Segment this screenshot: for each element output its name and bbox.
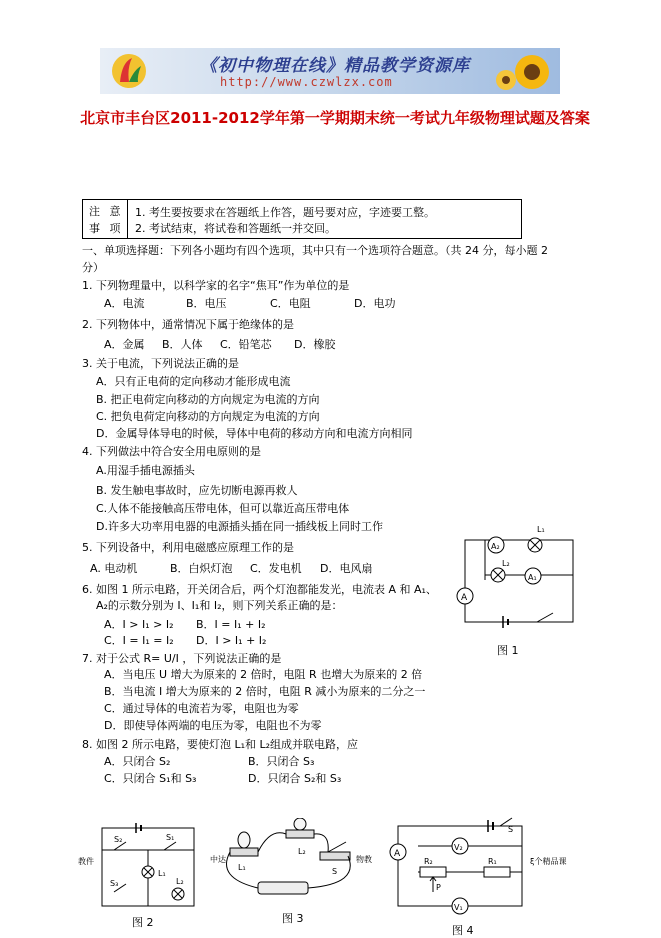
figure-label: A [461,593,468,603]
option: D.许多大功率用电器的电源插头插在同一插线板上同时工作 [96,520,383,533]
question-stem: 4. 下列做法中符合安全用电原则的是 [82,445,261,458]
figure-2-circuit [78,820,202,912]
resistor-r2-icon [420,867,446,877]
figure-4-circuit [388,812,584,922]
option: B．人体 [162,338,203,351]
figure-label: L₁ [238,863,246,872]
switch-s1-icon [164,842,176,850]
figure-label: S [508,825,514,834]
section-heading: 一、单项选择题：下列各小题均有四个选项，其中只有一个选项符合题意。（共 24 分，每小题 2 [82,244,548,257]
figure-side-text: ξ个精品课 [530,857,567,866]
option: A.用湿手插电源插头 [96,464,195,477]
option: B. 把正电荷定向移动的方向规定为电流的方向 [96,393,320,406]
figure-side-text: 中达 [210,855,226,864]
option: B．只闭合 S₃ [248,755,315,768]
page-title: 北京市丰台区2011-2012学年第一学期期末统一考试九年级物理试题及答案 [80,109,590,127]
figure-label: A [394,849,401,859]
question-stem: 1. 下列物理量中，以科学家的名字“焦耳”作为单位的是 [82,279,350,292]
option: D．电功 [354,297,396,310]
option: A．I > I₁ > I₂ [104,618,174,631]
option: D．电风扇 [320,562,373,575]
option: C.人体不能接触高压带电体，但可以靠近高压带电体 [96,502,350,515]
sunflower-icon [492,50,554,92]
question-stem: 5. 下列设备中，利用电磁感应原理工作的是 [82,541,294,554]
section-heading-cont: 分） [82,261,104,274]
option: D．I > I₁ + I₂ [196,634,267,647]
figure-label: A₂ [491,542,500,551]
option: B. 发生触电事故时，应先切断电源再救人 [96,484,298,497]
question-stem-cont: A₂的示数分别为 I、I₁和 I₂，则下列关系正确的是： [96,599,343,612]
option: C．电阻 [270,297,311,310]
option: A. 电动机 [90,562,138,575]
figure-label: S₃ [110,879,119,888]
option: B．电压 [186,297,227,310]
notice-box [82,199,522,239]
header-banner [100,48,560,94]
figure-label: R₂ [424,857,433,866]
figure-label: L₁ [537,525,545,534]
switch-icon [537,613,553,622]
figure-2-caption: 图 2 [132,916,154,929]
figure-label: R₁ [488,857,497,866]
figure-label: A₁ [528,573,537,582]
figure-3-apparatus [210,818,378,910]
notice-label-bottom: 事 项 [89,222,124,235]
figure-label: L₂ [502,559,510,568]
option: C．只闭合 S₁和 S₃ [104,772,197,785]
bulb-base-l2-icon [286,830,314,838]
option: C．铅笔芯 [220,338,272,351]
notice-item: 1. 考生要按要求在答题纸上作答，题号要对应，字迹要工整。 [135,206,435,219]
question-stem: 7. 对于公式 R= U/I ，下列说法正确的是 [82,652,282,665]
option: C. 把负电荷定向移动的方向规定为电流的方向 [96,410,320,423]
notice-item: 2. 考试结束，将试卷和答题纸一并交回。 [135,222,336,235]
option: A．当电压 U 增大为原来的 2 倍时，电阻 R 也增大为原来的 2 倍 [104,668,423,681]
notice-label-top: 注 意 [89,205,124,218]
battery-holder-icon [258,882,308,894]
option: A．金属 [104,338,145,351]
notice-label [83,200,128,238]
option: C．通过导体的电流若为零，电阻也为零 [104,702,299,715]
figure-1-circuit [455,520,580,632]
figure-label: S₂ [114,835,123,844]
option: D．金属导体导电的时候，导体中电荷的移动方向和电流方向相同 [96,427,413,440]
switch-icon [320,852,350,860]
figure-label: P [436,883,441,892]
option: D．只闭合 S₂和 S₃ [248,772,342,785]
figure-label: L₂ [176,877,184,886]
option: C．I = I₁ = I₂ [104,634,174,647]
resistor-r1-icon [484,867,510,877]
option: A．只闭合 S₂ [104,755,171,768]
figure-3-caption: 图 3 [282,912,304,925]
logo-icon [110,52,148,90]
option: A．电流 [104,297,145,310]
option: B．I = I₁ + I₂ [196,618,266,631]
question-stem: 2. 下列物体中，通常情况下属于绝缘体的是 [82,318,294,331]
figure-label: V₁ [454,903,463,912]
option: A．只有正电荷的定向移动才能形成电流 [96,375,291,388]
option: C．发电机 [250,562,302,575]
figure-label: L₂ [298,847,306,856]
question-stem: 6. 如图 1 所示电路，开关闭合后，两个灯泡都能发光，电流表 A 和 A₁、 [82,583,437,596]
figure-label: S [332,867,338,876]
banner-url[interactable]: http://www.czwlzx.com [220,75,393,89]
option: D．即使导体两端的电压为零，电阻也不为零 [104,719,322,732]
option: D．橡胶 [294,338,336,351]
question-stem: 3. 关于电流，下列说法正确的是 [82,357,239,370]
bulb-base-l1-icon [230,848,258,856]
question-stem: 8. 如图 2 所示电路，要使灯泡 L₁和 L₂组成并联电路，应 [82,738,359,751]
banner-title: 《初中物理在线》精品教学资源库 [200,56,470,76]
figure-label: L₁ [158,869,166,878]
figure-label: V₂ [454,843,463,852]
option: B．白炽灯泡 [170,562,233,575]
option: B．当电流 I 增大为原来的 2 倍时，电阻 R 减小为原来的二分之一 [104,685,426,698]
figure-label: S₁ [166,833,175,842]
figure-1-caption: 图 1 [497,644,519,657]
figure-4-caption: 图 4 [452,924,474,937]
figure-side-text: 物教 [356,855,372,864]
figure-side-text: 教件 [78,857,94,866]
